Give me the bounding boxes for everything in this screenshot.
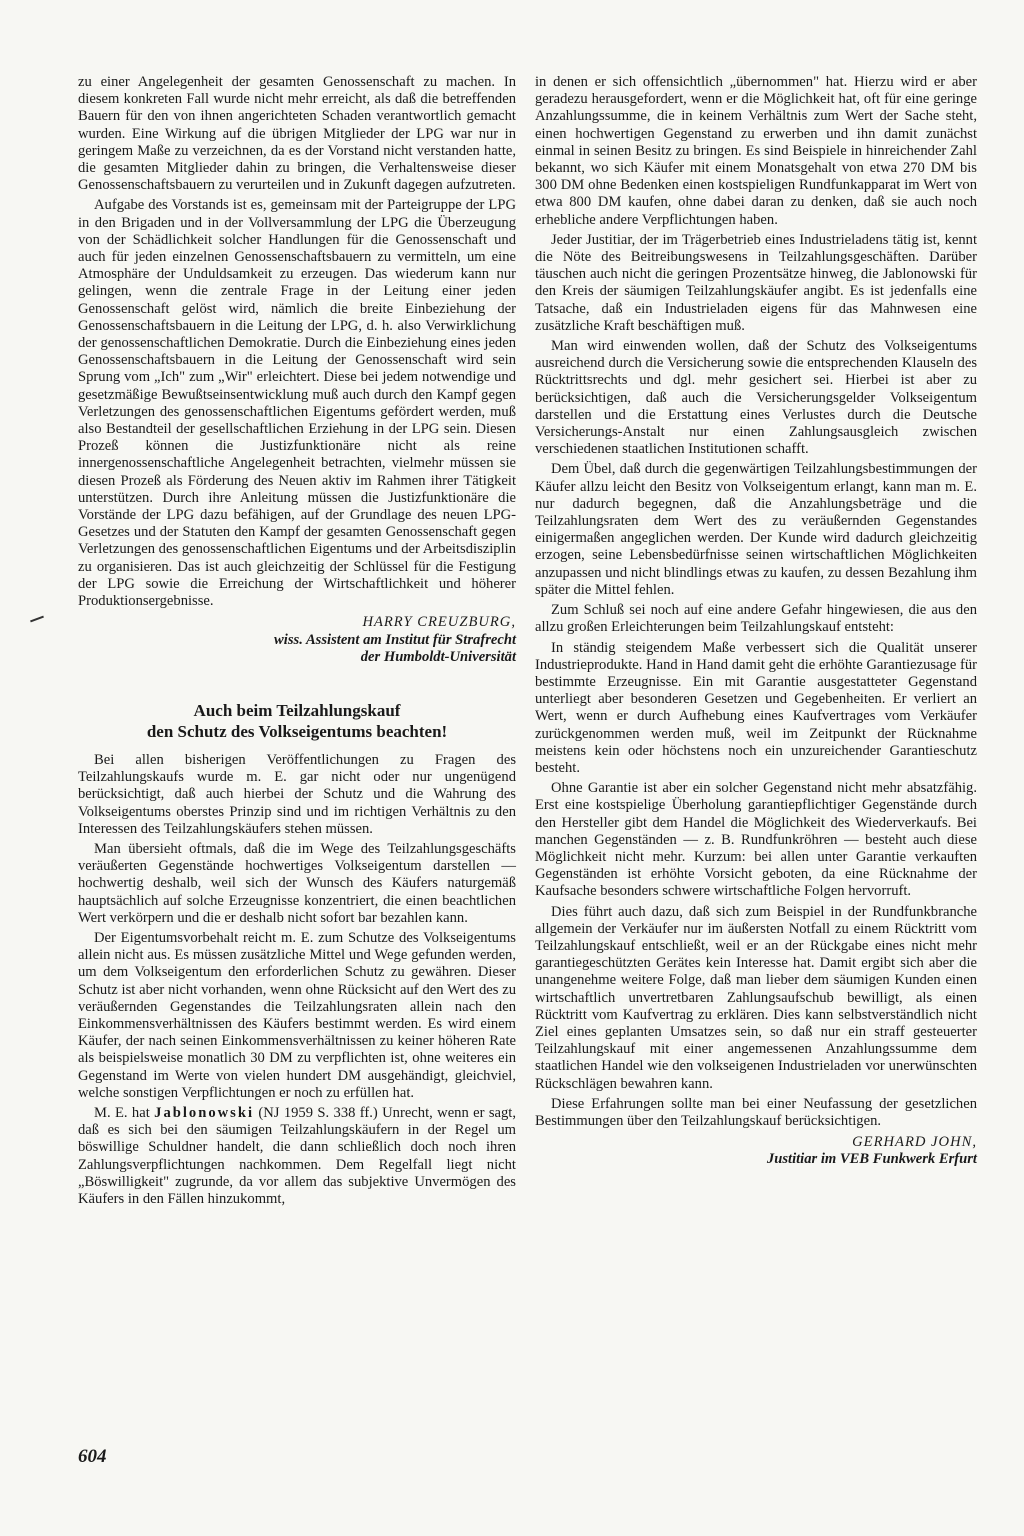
text-run: (NJ 1959 S. 338 ff.) Unrecht, wenn er sagt, daß es sich bei den säumigen Teilzahlungskäufern in der Regel um böswillige Schuldner handelt, die dann schließlich doch noch ihren Zahlungsverpflichtungen nachkommen. Dem Regelfall liegt nicht „Böswilligkeit" zugrunde, da vor allem das subjektive Unvermögen des Käufers in den Fällen hinzukommt, [78,1104,516,1207]
right-column [535,74,977,1169]
paragraph: zu einer Angelegenheit der gesamten Genossenschaft zu machen. In diesem konkreten Fall wurde nicht mehr erreicht, als daß die betreffenden Bauern für den von ihnen angerichteten Schaden verantwortlich gemacht wurden. Eine Wirkung auf die übrigen Mitglieder der LPG war nur in geringem Maße zu verzeichnen, da es der Vorstand nicht verstanden hatte, die gesamten Mitglieder dahin zu bringen, die Verhaltensweise dieser Genossenschaftsbauern zu verurteilen und in Zukunft dagegen aufzutreten. [78,74,516,194]
heading-line: Auch beim Teilzahlungskauf [193,700,401,720]
page-number: 604 [78,1446,107,1467]
paragraph: Jeder Justitiar, der im Trägerbetrieb eines Industrieladens tätig ist, kennt die Nöte des Beitreibungswesens in Teilzahlungsgeschäften. Darüber täuschen auch nicht die geringen Prozentsätze hinweg, die Jablonowski für den Kreis der säumigen Teilzahlungskäufer angibt. Es ist jedenfalls eine Tatsache, daß ein Industrieladen eigens für das Mahnwesen eine zusätzliche Kraft beschäftigen muß. [535,231,977,334]
article-heading [78,700,516,742]
author-affiliation: wiss. Assistent am Institut für Strafrecht [274,631,516,648]
paragraph: Bei allen bisherigen Veröffentlichungen zu Fragen des Teilzahlungskaufs wurde m. E. gar nicht oder nur ungenügend berücksichtigt, daß auch hierbei der Schutz und die Wahrung des Volkseigentums oberstes Prinzip sind und im richtigen Verhältnis zu den Interessen des Teilzahlungskäufers stehen müssen. [78,751,516,837]
paragraph: Dies führt auch dazu, daß sich zum Beispiel in der Rundfunkbranche allgemein der Verkäufer nur im äußersten Notfall zu einem Rücktritt vom Teilzahlungskauf entschließt, weil er an der Rückgabe eines nicht mehr garantiegeschützten Gerätes kein Interesse hat. Damit ergibt sich aber die unangenehme weitere Folge, daß man lieber dem säumigen Kunden einen wirtschaftlich unvertretbaren Zahlungsaufschub bewilligt, als einen Rücktritt vom Kaufvertrag zu erklären. Dies kann selbstverständlich nicht Ziel eines geplanten Umsatzes sein, so daß nur ein straff gesteuerter Teilzahlungskauf mit einer angemessenen Anzahlungssumme dem staatlichen Handel wie den volkseigenen Industrieladen vor unerwünschten Rückschlägen bewahren kann. [535,903,977,1092]
paragraph [78,1105,516,1208]
paragraph: Man übersieht oftmals, daß die im Wege des Teilzahlungsgeschäfts veräußerten Gegenstände hochwertiges Volkseigentum darstellen — hochwertig deshalb, weil sich der Wunsch des Käufers naturgemäß hauptsächlich auf solche Erzeugnisse konzentriert, die einen beachtlichen Wert verkörpern und die er deshalb nicht sofort bar bezahlen kann. [78,840,516,926]
left-column [78,74,516,1211]
author-name: HARRY CREUZBURG, [362,614,516,631]
paragraph: in denen er sich offensichtlich „übernommen" hat. Hierzu wird er aber geradezu herausgefordert, wenn er die Möglichkeit hat, oft für eine geringe Anzahlungssumme, die in keinem Verhältnis zum Wert der Sache steht, einen hochwertigen Gegenstand zu erwerben und ihn damit zunächst einmal in seinen Besitz zu bringen. Es sind Beispiele in hinreichender Zahl bekannt, wo sich Käufer mit einem Monatsgehalt von etwa 270 DM bis 300 DM ohne Bedenken einen kostspieligen Rundfunkapparat im Wert von etwa 800 DM kaufen, ohne dabei daran zu denken, daß sie auch noch erhebliche andere Verpflichtungen haben. [535,74,977,228]
paragraph: Ohne Garantie ist aber ein solcher Gegenstand nicht mehr absatzfähig. Erst eine kostspielige Überholung garantiepflichtiger Gegenstände durch den Hersteller gibt dem Handel die Möglichkeit des Wiederverkaufs. Bei manchen Gegenständen — z. B. Rundfunkröhren — besteht auch diese Möglichkeit nicht mehr. Kurzum: bei allen unter Garantie verkauften Gegenständen ist erhöhte Vorsicht geboten, da eine Rücknahme der Kaufsache besonders schwere wirtschaftliche Folgen hervorruft. [535,780,977,900]
signature-block [78,614,516,666]
text-run: M. E. hat [94,1104,155,1121]
heading-line: den Schutz des Volkseigentums beachten! [146,721,448,741]
author-affiliation: Justitiar im VEB Funkwerk Erfurt [766,1151,977,1168]
paragraph: Aufgabe des Vorstands ist es, gemeinsam mit der Parteigruppe der LPG in den Brigaden und in der Vollversammlung der LPG die Überzeugung von der Schädlichkeit solcher Handlungen für die Genossenschaft und auch für jeden einzelnen Genossenschaftsbauern zu vermitteln, um eine Atmosphäre der Unduldsamkeit zu erzeugen. Das wiederum kann nur gelingen, wenn die zentrale Frage in der Leitung einer jeden Genossenschaft gelöst wird, nämlich die breite Einbeziehung der Genossenschaftsbauern in die Leitung der LPG, d. h. also Verwirklichung der genossenschaftlichen Demokratie. Durch die Einbeziehung eines jeden Genossenschaftsbauern in die Leitung der Genossenschaft wird sein Sprung vom „Ich" zum „Wir" erleichtert. Diese bei jedem notwendige und gesetzmäßige Bewußtseinsentwicklung muß auch durch den Kampf gegen Verletzungen des genossenschaftlichen Eigentums gefördert werden, muß also Bestandteil der gesellschaftlichen Erziehung in der LPG sein. Diesen Prozeß können die Justizfunktionäre nicht als reine innergenossenschaftliche Angelegenheit betrachten, vielmehr müssen sie diesen Prozeß als Förderung des Neuen aktiv im Rahmen ihrer Tätigkeit unterstützen. Durch ihre Anleitung müssen die Justizfunktionäre die Vorstände der LPG dazu befähigen, auf der Grundlage des neuen LPG-Gesetzes und der Statuten den Kampf der gesamten Genossenschaft gegen Verletzungen des genossenschaftlichen Eigentums und der Arbeitsdisziplin zu organisieren. Das ist auch gleichzeitig der Schlüssel für die Festigung der LPG sowie die Erreichung der Wirtschaftlichkeit und höherer Produktionsergebnisse. [78,197,516,610]
paragraph: In ständig steigendem Maße verbessert sich die Qualität unserer Industrieprodukte. Hand in Hand damit geht die erhöhte Garantiezusage für bestimmte Erzeugnisse. Ein mit Garantie ausgestatteter Gegenstand unterliegt aber besonderen Gesetzen und Gegebenheiten. Er verliert an Wert, wenn er durch Aufhebung eines Kaufvertrages vom Verkäufer zurückgenommen werden muß, weil im Zeitpunkt der Rücknahme meistens kein oder höchstens noch ein unzureichender Garantieschutz besteht. [535,639,977,776]
paragraph: Diese Erfahrungen sollte man bei einer Neufassung der gesetzlichen Bestimmungen über den Teilzahlungskauf berücksichtigen. [535,1095,977,1129]
paragraph: Zum Schluß sei noch auf eine andere Gefahr hingewiesen, die aus den allzu großen Erleichterungen beim Teilzahlungskauf entsteht: [535,602,977,636]
signature-block [535,1134,977,1168]
paragraph: Der Eigentumsvorbehalt reicht m. E. zum Schutze des Volkseigentums allein nicht aus. Es müssen zusätzliche Mittel und Wege gefunden werden, um dem Volkseigentum den erforderlichen Schutz zu gewähren. Dieser Schutz ist aber nicht vorhanden, wenn ohne Rücksicht auf den Wert des zu veräußernden Gegenstandes die Teilzahlungsraten allein nach den Einkommensverhältnissen des Käufers bestimmt werden. Es wird einem Käufer, der nach seinen Einkommensverhältnissen zu keiner höheren Rate als beispielsweise monatlich 30 DM zu verpflichten ist, ohne weiteres ein Gegenstand im Werte von vielen hundert DM ausgehändigt, gleichviel, welche sonstigen Verpflichtungen er noch zu erfüllen hat. [78,929,516,1101]
cited-author: Jablonowski [154,1104,255,1121]
author-name: GERHARD JOHN, [852,1134,977,1151]
margin-mark [30,616,44,623]
author-affiliation: der Humboldt-Universität [360,648,516,665]
paragraph: Dem Übel, daß durch die gegenwärtigen Teilzahlungsbestimmungen der Käufer allzu leicht den Besitz von Volkseigentum erlangt, kann man m. E. nur dadurch begegnen, daß die Anzahlungsbeträge und die Teilzahlungsraten dem Wert des zu veräußernden Gegenstandes einigermaßen angeglichen werden. Der Kunde wird dadurch gleichzeitig erzogen, seine Lebensbedürfnisse seinen wirtschaftlichen Möglichkeiten anzupassen und nicht blindlings etwas zu kaufen, zu dessen Bezahlung ihm später die Mittel fehlen. [535,461,977,598]
paragraph: Man wird einwenden wollen, daß der Schutz des Volkseigentums ausreichend durch die Versicherung sowie die entsprechenden Klauseln des Rücktrittsrechts und dgl. mehr gesichert sei. Hierbei ist aber zu berücksichtigen, daß auch die Versicherungsgelder Volkseigentum darstellen und die Erstattung eines Verlustes durch die Deutsche Versicherungs-Anstalt nur einen Zahlungsausgleich zwischen verschiedenen staatlichen Institutionen schafft. [535,338,977,458]
